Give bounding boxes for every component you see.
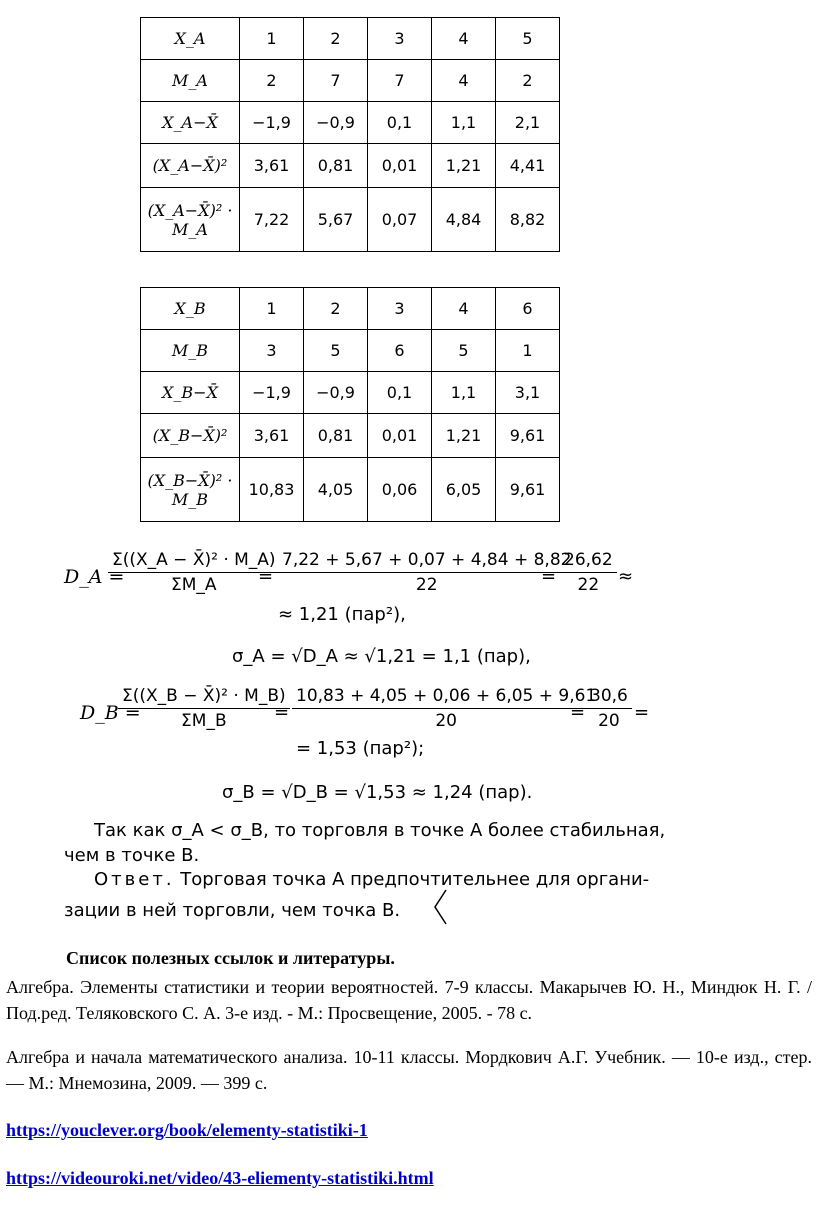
table-a-row — [141, 188, 560, 252]
table-b-cell: 0,06 — [368, 458, 432, 522]
reference-1-text: Алгебра. Элементы статистики и теории вероятностей. 7-9 классы. Макарычев Ю. Н., Миндюк Н. Г. / Под.ред. Теляковского С. А. 3-е изд. - М.: Просвещение, 2005. - 78 с. — [6, 977, 812, 1023]
db-fraction-1 — [118, 686, 290, 731]
table-b-cell: 6,05 — [432, 458, 496, 522]
sigma-b: σ_B = √D_B = √1,53 ≈ 1,24 (пар). — [222, 782, 533, 803]
table-b-cell: 5 — [304, 330, 368, 372]
answer-label: Ответ. — [94, 869, 175, 890]
table-a-row — [141, 60, 560, 102]
conclusion-line-2: чем в точке B. — [64, 845, 200, 866]
table-a-cell: 4 — [432, 18, 496, 60]
da-fraction-2 — [278, 550, 575, 595]
table-a-cell: 7,22 — [240, 188, 304, 252]
table-b-row-header: M_B — [141, 330, 240, 372]
table-b-cell: 3 — [240, 330, 304, 372]
table-b-cell: 1 — [496, 330, 560, 372]
table-b-cell: 5 — [432, 330, 496, 372]
db-f2-denominator: 20 — [435, 711, 457, 731]
answer-line-2: зации в ней торговли, чем точка B. — [64, 900, 401, 921]
reference-2 — [6, 1044, 812, 1096]
table-a-row-header: (X_A−X̄)² · M_A — [141, 188, 240, 252]
db-fraction-2 — [292, 686, 600, 731]
da-f1-denominator: ΣM_A — [171, 575, 217, 595]
table-a-cell: 7 — [304, 60, 368, 102]
table-b-cell: 3,1 — [496, 372, 560, 414]
table-b-cell: 1,1 — [432, 372, 496, 414]
da-f1-numerator: Σ((X_A − X̄)² · M_A) — [108, 550, 280, 573]
table-b-row-header: (X_B−X̄)² — [141, 414, 240, 458]
db-eq1: = — [274, 702, 290, 723]
table-a-cell: 3 — [368, 18, 432, 60]
table-b-row — [141, 458, 560, 522]
table-a-cell: 0,81 — [304, 144, 368, 188]
end-of-solution-icon — [432, 888, 450, 926]
da-fraction-1 — [108, 550, 280, 595]
db-f1-denominator: ΣM_B — [181, 711, 227, 731]
link-youclever[interactable]: https://youclever.org/book/elementy-statistiki-1 — [6, 1120, 368, 1140]
db-eq3: = — [634, 702, 650, 723]
table-b-cell: 0,81 — [304, 414, 368, 458]
table-b-cell: 3,61 — [240, 414, 304, 458]
answer-line — [94, 869, 649, 890]
reference-2-text: Алгебра и начала математического анализа. 10-11 классы. Мордкович А.Г. Учебник. — 10-е изд., стер. — М.: Мнемозина, 2009. — 399 с. — [6, 1047, 812, 1093]
table-a-cell: 7 — [368, 60, 432, 102]
table-a-cell: 8,82 — [496, 188, 560, 252]
db-f1-numerator: Σ((X_B − X̄)² · M_B) — [118, 686, 290, 709]
db-f3-numerator: 30,6 — [586, 686, 632, 709]
table-a-cell: 4,84 — [432, 188, 496, 252]
table-b-row-header: X_B−X̄ — [141, 372, 240, 414]
table-a-cell: 5,67 — [304, 188, 368, 252]
link-videouroki[interactable]: https://videouroki.net/video/43-eliementy-statistiki.html — [6, 1168, 434, 1188]
db-f2-numerator: 10,83 + 4,05 + 0,06 + 6,05 + 9,61 — [292, 686, 600, 709]
table-a-cell: −0,9 — [304, 102, 368, 144]
db-eq2: = — [570, 702, 586, 723]
reference-1 — [6, 974, 812, 1026]
conclusion-line-1: Так как σ_A < σ_B, то торговля в точке A более стабильная, — [94, 820, 666, 841]
table-b-cell: 6 — [368, 330, 432, 372]
table-b-cell: 9,61 — [496, 458, 560, 522]
da-eq1: = — [258, 566, 274, 587]
db-f3-denominator: 20 — [598, 711, 620, 731]
da-f3-denominator: 22 — [577, 575, 600, 595]
table-a-cell: 1,1 — [432, 102, 496, 144]
table-a-cell: 2 — [240, 60, 304, 102]
da-fraction-3 — [560, 550, 617, 595]
table-a-cell: 0,1 — [368, 102, 432, 144]
table-a-cell: 4,41 — [496, 144, 560, 188]
table-b-cell: 10,83 — [240, 458, 304, 522]
sigma-a: σ_A = √D_A ≈ √1,21 = 1,1 (пар), — [232, 646, 531, 667]
table-a-cell: 2,1 — [496, 102, 560, 144]
da-result: ≈ 1,21 (пар²), — [278, 604, 406, 625]
table-b-cell: 1,21 — [432, 414, 496, 458]
table-a-row-header: (X_A−X̄)² — [141, 144, 240, 188]
table-b-cell: −0,9 — [304, 372, 368, 414]
table-b-cell: 0,1 — [368, 372, 432, 414]
table-a-cell: 0,07 — [368, 188, 432, 252]
table-a-cell: 2 — [496, 60, 560, 102]
table-b-row — [141, 372, 560, 414]
table-b-cell: 9,61 — [496, 414, 560, 458]
table-b-cell: 6 — [496, 288, 560, 330]
da-f2-numerator: 7,22 + 5,67 + 0,07 + 4,84 + 8,82 — [278, 550, 575, 573]
table-b-row-header: (X_B−X̄)² · M_B — [141, 458, 240, 522]
table-b-cell: 2 — [304, 288, 368, 330]
table-b-row — [141, 330, 560, 372]
table-b-row — [141, 288, 560, 330]
table-b-cell: 0,01 — [368, 414, 432, 458]
table-a-cell: −1,9 — [240, 102, 304, 144]
da-approx: ≈ — [618, 566, 634, 587]
table-a-cell: 1,21 — [432, 144, 496, 188]
table-a-cell: 1 — [240, 18, 304, 60]
table-b-row — [141, 414, 560, 458]
table-a — [140, 17, 560, 252]
db-fraction-3 — [586, 686, 632, 731]
table-b-cell: 3 — [368, 288, 432, 330]
table-b-cell: 4 — [432, 288, 496, 330]
table-a-cell: 2 — [304, 18, 368, 60]
references-heading: Список полезных ссылок и литературы. — [66, 948, 395, 968]
table-b-cell: −1,9 — [240, 372, 304, 414]
table-a-row-header: X_A−X̄ — [141, 102, 240, 144]
da-lhs: D_A = — [64, 566, 125, 588]
table-a-cell: 3,61 — [240, 144, 304, 188]
table-b-row-header: X_B — [141, 288, 240, 330]
da-f2-denominator: 22 — [415, 575, 438, 595]
table-b — [140, 287, 560, 522]
table-b-cell: 4,05 — [304, 458, 368, 522]
table-a-cell: 5 — [496, 18, 560, 60]
da-f3-numerator: 26,62 — [560, 550, 617, 573]
da-eq2: = — [541, 566, 557, 587]
table-a-row — [141, 144, 560, 188]
answer-text: Торговая точка A предпочтительнее для органи- — [180, 869, 650, 890]
table-a-row-header: M_A — [141, 60, 240, 102]
db-result: = 1,53 (пар²); — [296, 738, 425, 759]
table-a-row — [141, 102, 560, 144]
table-a-row-header: X_A — [141, 18, 240, 60]
table-a-cell: 4 — [432, 60, 496, 102]
table-a-row — [141, 18, 560, 60]
table-b-cell: 1 — [240, 288, 304, 330]
table-a-cell: 0,01 — [368, 144, 432, 188]
db-lhs: D_B = — [80, 702, 141, 724]
